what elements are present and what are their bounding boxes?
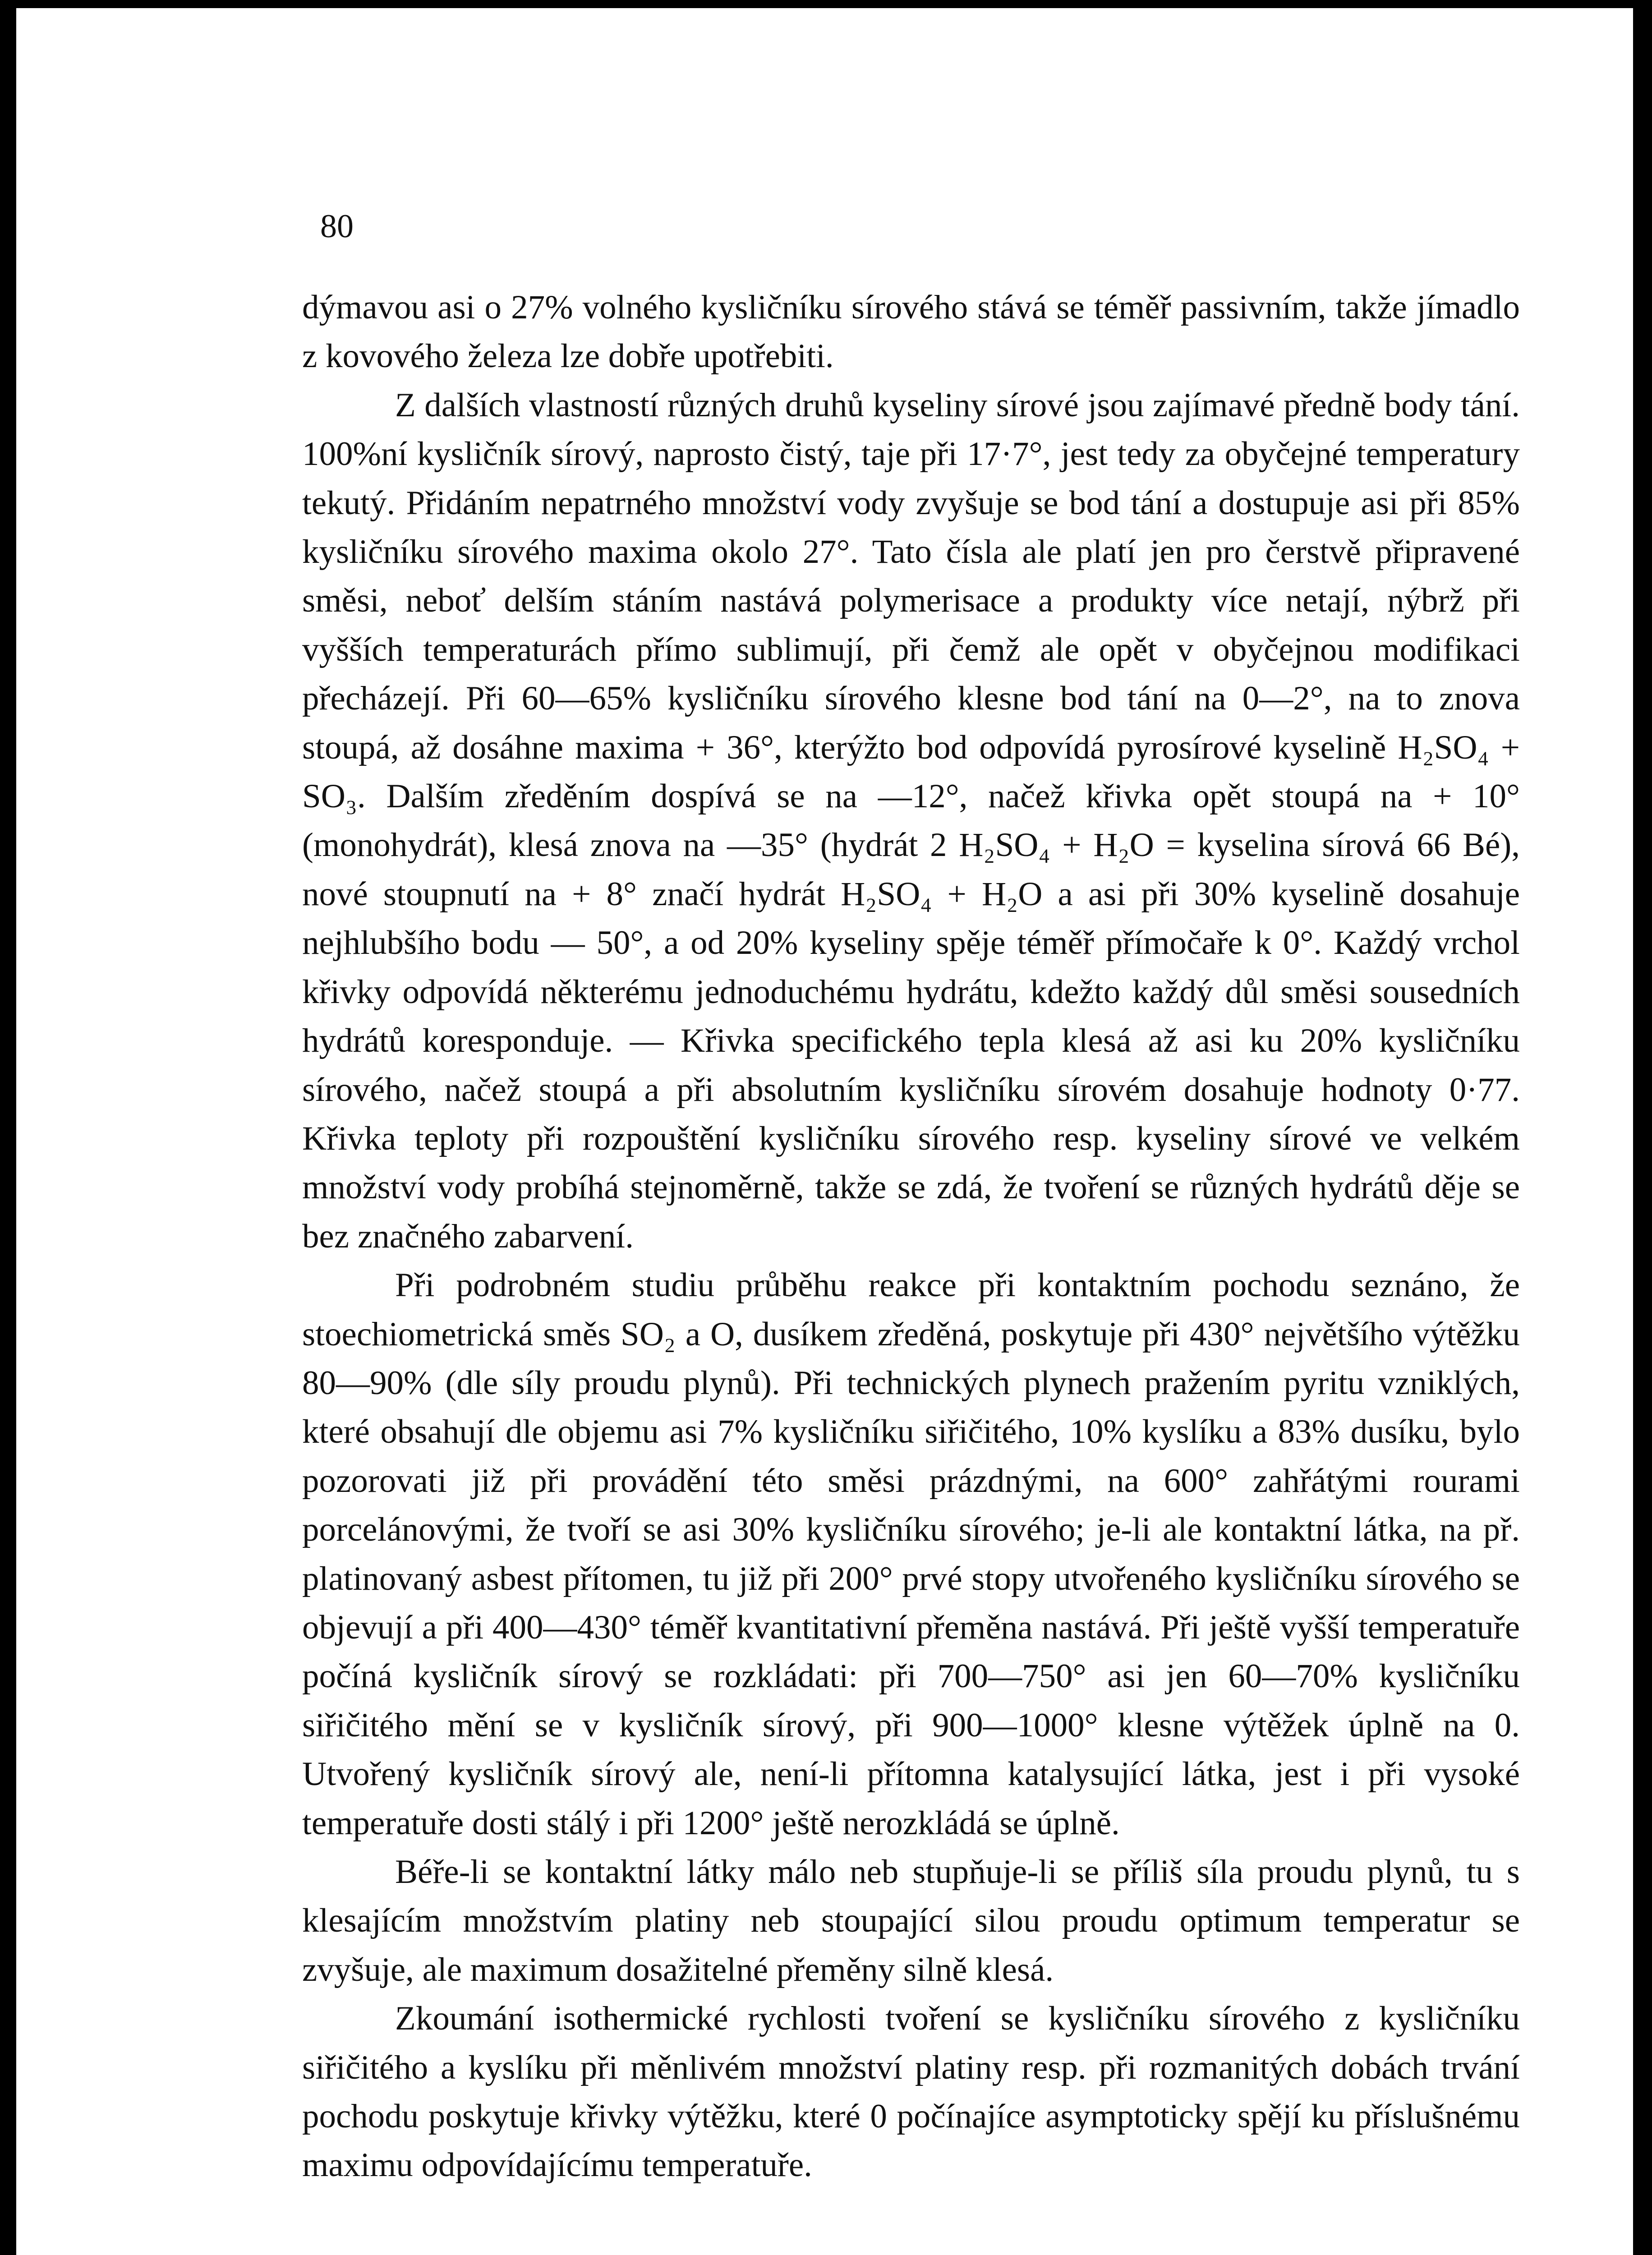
paragraph-1: dýmavou asi o 27% volného kysličníku sírového stává se téměř passivním, takže jímadlo z kovového železa lze dobře upotřebiti. (302, 289, 1520, 375)
body-text (302, 283, 1520, 2190)
paragraph-3: Při podrobném studiu průběhu reakce při kontaktním pochodu seznáno, že stoechiometrická směs SO₂ a O, dusíkem zředěná, poskytuje při 430° největšího výtěžku 80—90% (dle síly proudu plynů). Při technických plynech pražením pyritu vzniklých, které obsahují dle objemu asi 7% kysličníku siřičitého, 10% kyslíku a 83% dusíku, bylo pozorovati již při provádění této směsi prázdnými, na 600° zahřátými rourami porcelánovými, že tvoří se asi 30% kysličníku sírového; je-li ale kontaktní látka, na př. platinovaný asbest přítomen, tu již při 200° prvé stopy utvořeného kysličníku sírového se objevují a při 400—430° téměř kvantitativní přeměna nastává. Při ještě vyšší temperatuře počíná kysličník sírový se rozkládati: při 700—750° asi jen 60—70% kysličníku siřičitého mění se v kysličník sírový, při 900—1000° klesne výtěžek úplně na 0. Utvořený kysličník sírový ale, není-li přítomna katalysující látka, jest i při vysoké temperatuře dosti stálý i při 1200° ještě nerozkládá se úplně. (302, 1266, 1520, 1842)
paragraph-4: Béře-li se kontaktní látky málo neb stupňuje-li se příliš síla proudu plynů, tu s klesajícím množstvím platiny neb stoupající silou proudu optimum temperatur se zvyšuje, ale maximum dosažitelné přeměny silně klesá. (302, 1853, 1520, 1988)
page-sheet (16, 8, 1633, 2255)
page-number: 80 (320, 208, 354, 245)
paragraph-5: Zkoumání isothermické rychlosti tvoření se kysličníku sírového z kysličníku siřičitého a kyslíku při měnlivém množství platiny resp. při rozmanitých dobách trvání pochodu poskytuje křivky výtěžku, které 0 počínajíce asymptoticky spějí ku příslušnému maximu odpovídajícímu temperatuře. (302, 2000, 1520, 2184)
paragraph-2: Z dalších vlastností různých druhů kyseliny sírové jsou zajímavé předně body tání. 100%ní kysličník sírový, naprosto čistý, taje při 17·7°, jest tedy za obyčejné temperatury tekutý. Přidáním nepatrného množství vody zvyšuje se bod tání a dostupuje asi při 85% kysličníku sírového maxima okolo 27°. Tato čísla ale platí jen pro čerstvě připravené směsi, neboť delším stáním nastává polymerisace a produkty více netají, nýbrž při vyšších temperaturách přímo sublimují, při čemž ale opět v obyčejnou modifikaci přecházejí. Při 60—65% kysličníku sírového klesne bod tání na 0—2°, na to znova stoupá, až dosáhne maxima + 36°, kterýžto bod odpovídá pyrosírové kyselině H₂SO₄ + SO₃. Dalším zředěním dospívá se na —12°, načež křivka opět stoupá na + 10° (monohydrát), klesá znova na —35° (hydrát 2 H₂SO₄ + H₂O = kyselina sírová 66 Bé), nové stoupnutí na + 8° značí hydrát H₂SO₄ + H₂O a asi při 30% kyselině dosahuje nejhlubšího bodu — 50°, a od 20% kyseliny spěje téměř přímočaře k 0°. Každý vrchol křivky odpovídá některému jednoduchému hydrátu, kdežto každý důl směsi sousedních hydrátů koresponduje. — Křivka specifického tepla klesá až asi ku 20% kysličníku sírového, načež stoupá a při absolutním kysličníku sírovém dosahuje hodnoty 0·77. Křivka teploty při rozpouštění kysličníku sírového resp. kyseliny sírové ve velkém množství vody probíhá stejnoměrně, takže se zdá, že tvoření se různých hydrátů děje se bez značného zabarvení. (302, 386, 1520, 1255)
